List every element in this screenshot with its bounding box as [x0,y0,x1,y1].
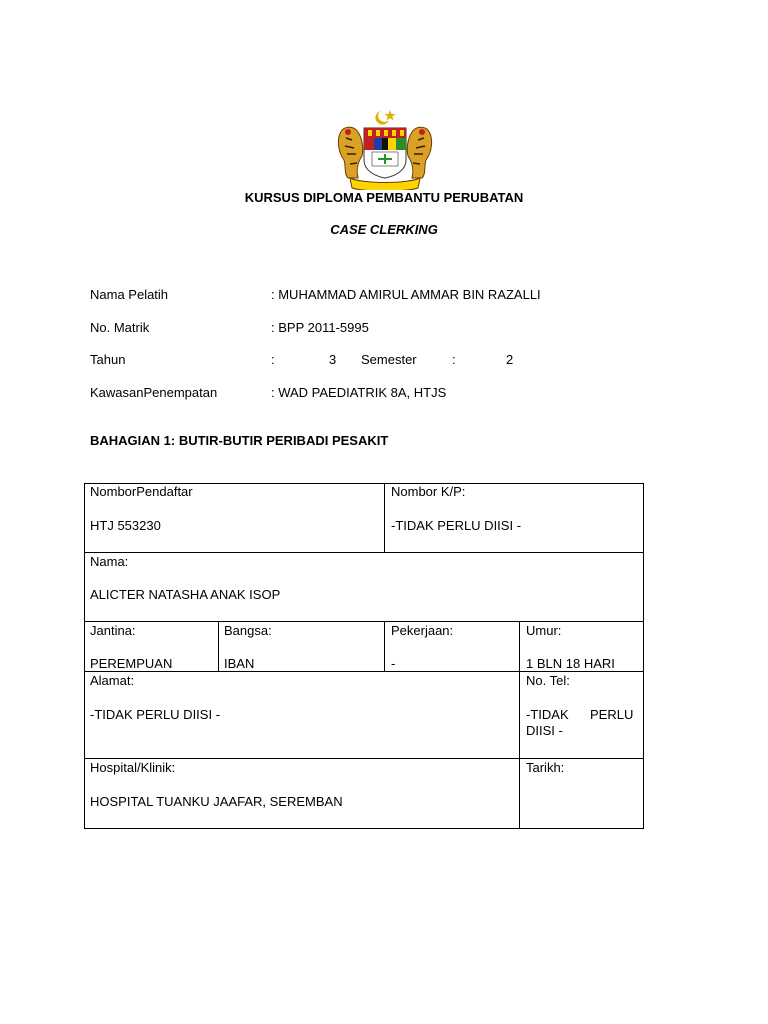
alamat-label: Alamat: [90,673,135,688]
kawasan-penempatan-value: : WAD PAEDIATRIK 8A, HTJS [271,385,447,400]
tahun-value: 3 [329,352,337,367]
pekerjaan-label: Pekerjaan: [391,623,454,638]
bangsa-value: IBAN [224,656,255,671]
pekerjaan-value: - [391,656,396,671]
document-subtitle: CASE CLERKING [330,222,438,237]
no-tel-label: No. Tel: [526,673,570,688]
hospital-klinik-value: HOSPITAL TUANKU JAAFAR, SEREMBAN [90,794,343,809]
bangsa-label: Bangsa: [224,623,272,638]
no-tel-value-line2: DIISI - [526,723,563,738]
section-1-heading: BAHAGIAN 1: BUTIR-BUTIR PERIBADI PESAKIT [90,433,389,448]
coat-of-arms-crest [332,108,438,190]
document-title: KURSUS DIPLOMA PEMBANTU PERUBATAN [244,190,524,205]
umur-value: 1 BLN 18 HARI [526,656,615,671]
nombor-kp-value: -TIDAK PERLU DIISI - [391,518,522,533]
tahun-label: Tahun [90,352,126,367]
tahun-colon: : [271,352,275,367]
no-matrik-label: No. Matrik [90,320,150,335]
jantina-value: PEREMPUAN [90,656,173,671]
kawasan-penempatan-label: KawasanPenempatan [90,385,218,400]
nama-pesakit-label: Nama: [90,554,129,569]
nama-pelatih-label: Nama Pelatih [90,287,169,302]
no-matrik-value: : BPP 2011-5995 [271,320,369,335]
alamat-value: -TIDAK PERLU DIISI - [90,707,221,722]
semester-colon: : [452,352,456,367]
no-tel-value-part1: -TIDAK [526,707,569,722]
semester-label: Semester [361,352,417,367]
umur-label: Umur: [526,623,562,638]
semester-value: 2 [506,352,514,367]
jantina-label: Jantina: [90,623,136,638]
nama-pesakit-value: ALICTER NATASHA ANAK ISOP [90,587,281,602]
no-tel-value-part2: PERLU [590,707,634,722]
hospital-klinik-label: Hospital/Klinik: [90,760,176,775]
nombor-kp-label: Nombor K/P: [391,484,466,499]
tarikh-label: Tarikh: [526,760,565,775]
nombor-pendaftar-label: NomborPendaftar [90,484,193,499]
nama-pelatih-value: : MUHAMMAD AMIRUL AMMAR BIN RAZALLI [271,287,541,302]
nombor-pendaftar-value: HTJ 553230 [90,518,161,533]
